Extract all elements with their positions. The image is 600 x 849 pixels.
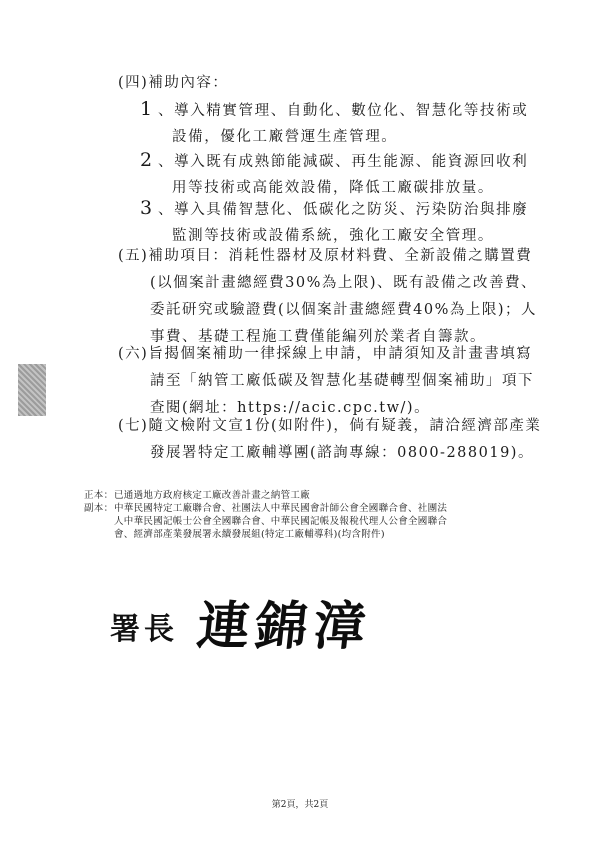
section4-item-2 bbox=[140, 147, 528, 201]
item-number: 2 bbox=[140, 149, 154, 171]
section6-line2: 請至「納管工廠低碳及智慧化基礎轉型個案補助」項下 bbox=[150, 373, 534, 389]
distribution-copy-line3: 會、經濟部產業發展署永續發展組(特定工廠輔導科)(均含附件) bbox=[114, 529, 385, 540]
margin-stamp-mark bbox=[18, 364, 46, 416]
item-number: 3 bbox=[140, 197, 154, 219]
item-text-line1: 、導入具備智慧化、低碳化之防災、污染防治與排廢 bbox=[158, 202, 529, 218]
section5-line3: 委託研究或驗證費(以個案計畫總經費40%為上限)；人 bbox=[150, 302, 538, 318]
signature-block bbox=[110, 584, 410, 657]
distribution-main bbox=[84, 489, 310, 502]
section4-item-1 bbox=[140, 96, 528, 150]
section6-paragraph bbox=[118, 341, 534, 422]
section5-line2: (以個案計畫總經費30%為上限)、既有設備之改善費、 bbox=[150, 275, 538, 291]
section4-item-3 bbox=[140, 195, 528, 249]
item-text-line1: 、導入精實管理、自動化、數位化、智慧化等技術或 bbox=[158, 103, 529, 119]
section7-paragraph bbox=[118, 413, 541, 467]
section5-line4: 事費、基礎工程施工費僅能編列於業者自籌款。 bbox=[150, 329, 486, 345]
signature-name: 連錦漳 bbox=[194, 596, 375, 657]
item-text-line2: 設備，優化工廠營運生產管理。 bbox=[172, 129, 398, 145]
item-text-line1: 、導入既有成熟節能減碳、再生能源、能資源回收利 bbox=[158, 154, 529, 170]
section5-paragraph bbox=[118, 243, 537, 351]
section6-line1: (六)旨揭個案補助一律採線上申請，申請須知及計畫書填寫 bbox=[118, 346, 533, 362]
item-text-line2: 監測等技術或設備系統，強化工廠安全管理。 bbox=[172, 228, 494, 244]
item-text-line2: 用等技術或高能效設備，降低工廠碳排放量。 bbox=[172, 180, 494, 196]
section5-line1: (五)補助項目：消耗性器材及原材料費、全新設備之購置費 bbox=[118, 248, 533, 264]
distribution-copy-label: 副本： bbox=[84, 503, 114, 514]
section7-line2: 發展署特定工廠輔導團(諮詢專線：0800-288019)。 bbox=[150, 445, 534, 461]
distribution-main-label: 正本： bbox=[84, 490, 114, 501]
page-number-footer: 第2頁，共2頁 bbox=[271, 800, 329, 810]
distribution-copy-line1: 中華民國特定工廠聯合會、社團法人中華民國會計師公會全國聯合會、社團法 bbox=[114, 503, 448, 514]
distribution-copy-line2: 人中華民國記帳士公會全國聯合會、中華民國記帳及報稅代理人公會全國聯合 bbox=[114, 516, 448, 527]
item-number: 1 bbox=[140, 98, 154, 120]
distribution-main-text: 已通過地方政府核定工廠改善計畫之納管工廠 bbox=[114, 490, 311, 501]
section6-line3[interactable]: 查閱(網址：https://acic.cpc.tw/)。 bbox=[150, 400, 431, 416]
section7-line1: (七)隨文檢附文宣1份(如附件)，倘有疑義，請洽經濟部產業 bbox=[118, 418, 542, 434]
distribution-copy bbox=[84, 502, 447, 541]
signature-title: 署長 bbox=[110, 612, 178, 647]
section4-heading: (四)補助內容： bbox=[118, 75, 229, 91]
